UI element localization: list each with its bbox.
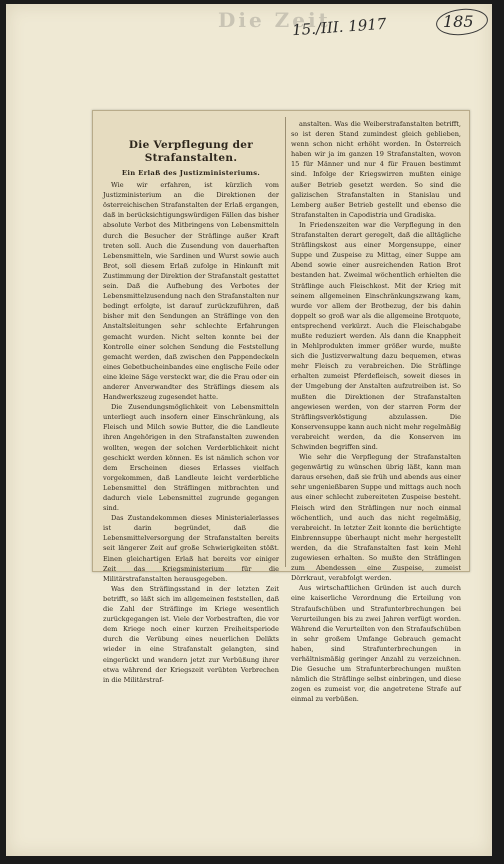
article-paragraph: anstalten. Was die Weiberstrafanstalten betrifft, so ist deren Stand zumindest gleich geblieben, wenn schon nicht erhöht worden. In Österreich haben wir ja im ganzen 19 Strafanstalten, wovon 15 für Männer und nur 4 für Frauen bestimmt sind. Infolge der Kriegswirren mußten einige außer Betrieb gesetzt werden. So sind die galizischen Strafanstalten in Stanislau und Lemberg außer Betrieb gestellt und ebenso die Strafanstalten in Capodistria und Gradiska. <box>291 120 461 219</box>
article-paragraph: Aus wirtschaftlichen Gründen ist auch durch eine kaiserliche Verordnung die Erteilung von Strafaufschüben und Strafunterbrechungen bei Verurteilungen bis zu zwei Jahren verfügt worden. Während die Verurteilten von den Strafaufschüben in sehr großem Umfange Gebrauch gemacht haben, sind Strafunterbrechungen in verhältnismäßig geringer Anzahl zu verzeichnen. Die Gesuche um Strafunterbrechungen mußten nämlich die Sträflinge selbst einbringen, und diese zogen es zumeist vor, die angetretene Strafe auf einmal zu verbüßen. <box>291 584 461 704</box>
article-column-left <box>103 119 279 684</box>
newspaper-clipping <box>92 110 470 704</box>
article-paragraph: Wie sehr die Verpflegung der Strafanstalten gegenwärtig zu wünschen übrig läßt, kann man daraus ersehen, daß sie früh und abends aus einer sehr ungenießbaren Suppe und mittags auch noch aus einer schlecht zubereiteten Zuspeise besteht. Fleisch wird den Sträflingen nur noch einmal wöchentlich, und auch das nicht regelmäßig, verabreicht. In letzter Zeit konnte die berüchtigte Einbrennsuppe überhaupt nicht mehr hergestellt werden, da die Strafanstalten fast kein Mehl zugewiesen erhalten. So mußte den Sträflingen zum Abendessen eine Zuspeise, zumeist Dörrkraut, verabfolgt werden. <box>291 453 461 583</box>
article-paragraph: Was den Sträflingsstand in der letzten Zeit betrifft, so läßt sich im allgemeinen feststellen, daß die Zahl der Sträflinge im Kriege wesentlich zurückgegangen ist. Viele der Vorbestraften, die vor dem Kriege noch einer kurzen Freiheitsperiode durch die Verübung eines neuerlichen Delikts wieder in eine Strafanstalt gelangten, sind eingerückt und wandern jetzt zur Verbüßung ihrer etwa während der Kriegszeit verübten Verbrechen in die Militärstraf- <box>103 584 279 684</box>
column-divider <box>285 117 286 567</box>
handwritten-date: 15./III. 1917 <box>291 14 387 40</box>
newspaper-masthead: Die Zeit <box>218 8 331 32</box>
article-paragraph: In Friedenszeiten war die Verpflegung in den Strafanstalten derart geregelt, daß die alltägliche Sträflingskost aus einer Morgensuppe, einer Suppe und Zuspeise zu Mittag, einer Suppe am Abend sowie einer ausreichenden Ration Brot bestanden hat. Zweimal wöchentlich erhielten die Sträflinge auch Fleischkost. Mit der Krieg mit seinem allgemeinen Einschränkungszwang kam, wurde vor allem der Brotbezug, der bis dahin doppelt so groß war als die allgemeine Brotquote, entsprechend verkürzt. Auch die Fleischabgabe mußte reduziert werden. Als dann die Knappheit in Mehlprodukten immer größer wurde, mußte sich die Justizverwaltung dazu bequemen, etwas mehr Fleisch zu verabreichen. Die Sträflinge erhalten zumeist Pferdefleisch, soweit dieses in der Umgebung der Anstalten aufzutreiben ist. So mußten die Direktionen der Strafanstalten angewiesen werden, von der starren Form der Sträflingsverköstigung abzulassen. Die Konservensuppe kann auch nicht mehr regelmäßig verabreicht werden, da die Konserven im Schwinden begriffen sind. <box>291 220 461 451</box>
article-column-right <box>291 119 461 704</box>
article-paragraph: Wie wir erfahren, ist kürzlich vom Justizministerium an die Direktionen der österreichischen Strafanstalten der Erlaß ergangen, daß in berücksichtigungswürdigen Fällen das bisher absolute Verbot des Mitbringens von Lebensmitteln durch die Besucher der Sträflinge außer Kraft treten soll. Auch die Zusendung von dauerhaften Lebensmitteln, wie Sardinen und Wurst sowie auch Brot, soll diesem Erlaß zufolge in Hinkunft mit Zustimmung der Direktion der Strafanstalt gestattet sein. Daß die Aufhebung des Verbotes der Lebensmittelzusendung nach den Strafanstalten nur bedingt erfolgte, ist darauf zurückzuführen, daß bisher mit den Sendungen an Sträflinge von den Anstaltsleitungen sehr schlechte Erfahrungen gemacht wurden. Nicht selten konnte bei der Kontrolle einer solchen Sendung die Feststellung gemacht werden, daß zwischen den Pappendeckeln eines Gebetbucheinbandes eine englische Feile oder eine kleine Säge versteckt war, die die Frau oder ein anderer Anverwandter des Sträflings diesem als Handwerkszeug zugesendet hatte. <box>103 181 279 402</box>
article-paragraph: Das Zustandekommen dieses Ministerialerlasses ist darin begründet, daß die Lebensmittelversorgung der Strafanstalten bereits seit längerer Zeit auf große Schwierigkeiten stößt. Einen gleichartigen Erlaß hat bereits vor einiger Zeit das Kriegsministerium für die Militärstrafanstalten herausgegeben. <box>103 514 279 583</box>
archive-number: 185 <box>443 12 474 31</box>
article-paragraph: Die Zusendungsmöglichkeit von Lebensmitteln unterliegt auch insofern einer Einschränkung, als Fleisch und Milch sowie Butter, die die Landleute ihren Angehörigen in den Strafanstalten zuwenden wollten, wegen der solchen Verderblichkeit nicht geschickt werden können. Es ist nämlich schon vor dem Erscheinen dieses Erlasses vielfach vorgekommen, daß Landleute leicht verderbliche Lebensmittel den Sträflingen mitbrachten und dadurch viele Lebensmittel zugrunde gegangen sind. <box>103 403 279 513</box>
article-title: Die Verpflegung der Strafanstalten. <box>128 139 254 164</box>
article-subtitle: Ein Erlaß des Justizministeriums. <box>121 169 261 177</box>
